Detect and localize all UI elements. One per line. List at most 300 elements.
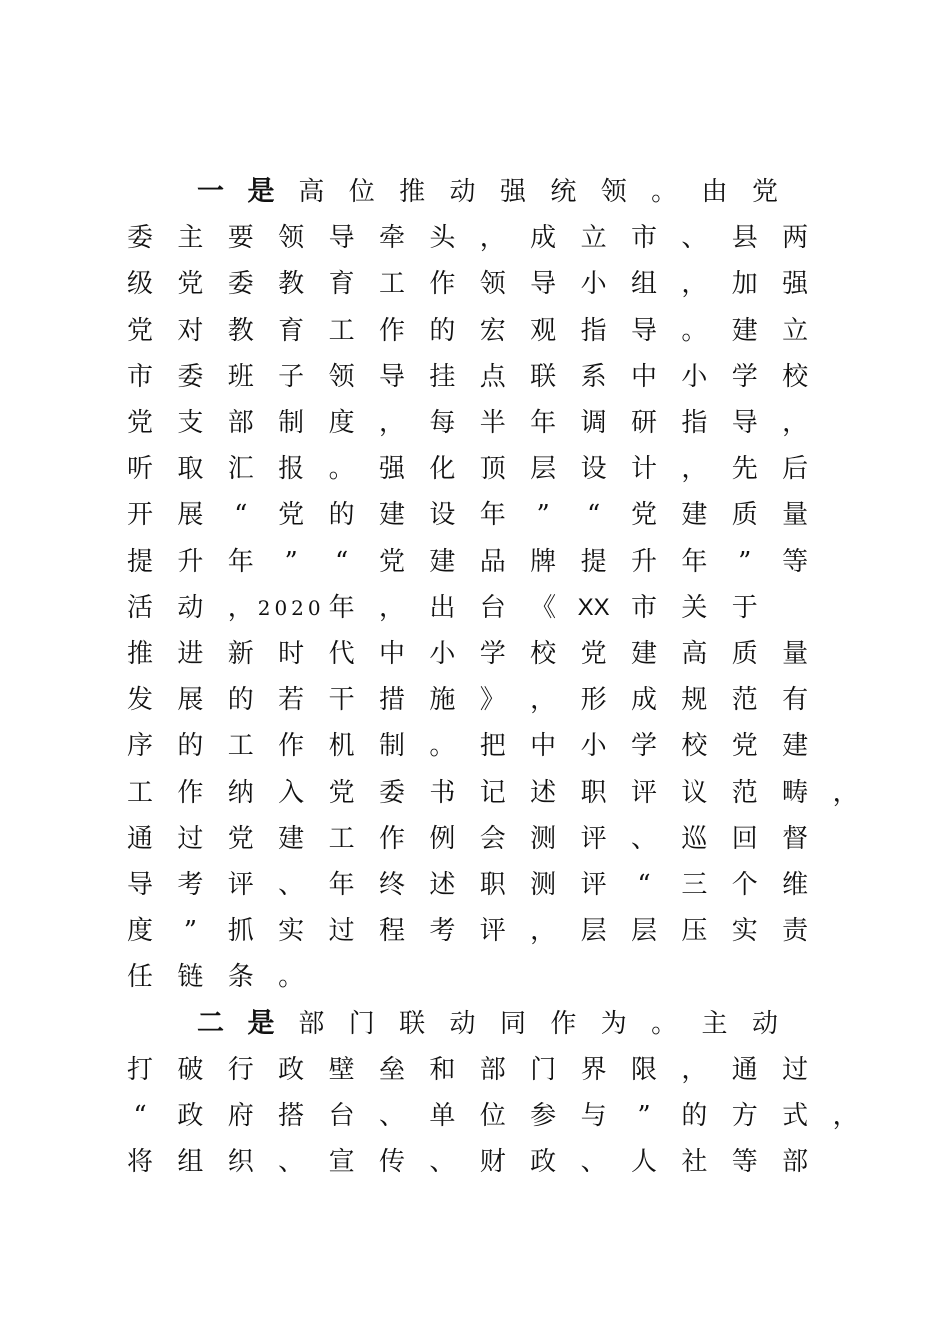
text-glyph: 和 bbox=[429, 1054, 456, 1085]
text-glyph: 任 bbox=[126, 962, 153, 993]
text-glyph: 施 bbox=[429, 685, 456, 716]
text-glyph: 二 bbox=[197, 1007, 225, 1039]
text-glyph: 动 bbox=[449, 177, 476, 207]
text-glyph: 程 bbox=[378, 916, 405, 947]
text-glyph: 部 bbox=[479, 1054, 506, 1085]
text-glyph: 党 bbox=[328, 777, 355, 808]
text-glyph: 部 bbox=[227, 408, 254, 438]
text-glyph: 组 bbox=[630, 269, 657, 300]
text-glyph: 链 bbox=[177, 962, 204, 993]
text-glyph: 导 bbox=[731, 408, 758, 438]
text-line bbox=[0, 684, 950, 730]
text-glyph: 。 bbox=[278, 962, 305, 993]
text-glyph: 干 bbox=[328, 685, 355, 716]
text-glyph: 头 bbox=[429, 223, 456, 254]
text-glyph: 、 bbox=[580, 1147, 607, 1178]
text-glyph: 系 bbox=[580, 361, 607, 392]
text-glyph: 党 bbox=[580, 639, 607, 669]
text-glyph: 同 bbox=[499, 1008, 526, 1039]
text-glyph: 中 bbox=[530, 731, 557, 762]
text-glyph: 。 bbox=[651, 1008, 678, 1039]
text-line bbox=[0, 961, 950, 1007]
text-glyph: 通 bbox=[126, 823, 153, 854]
text-glyph: 由 bbox=[701, 177, 728, 207]
text-glyph: 学 bbox=[731, 361, 758, 392]
text-glyph: 量 bbox=[782, 639, 809, 669]
text-glyph: 建 bbox=[681, 500, 708, 531]
text-glyph: 指 bbox=[681, 408, 708, 438]
text-glyph: “ bbox=[586, 500, 601, 531]
text-glyph: 市 bbox=[126, 361, 153, 392]
text-glyph: 党 bbox=[126, 408, 153, 438]
text-glyph: 领 bbox=[479, 269, 506, 300]
text-glyph: 质 bbox=[731, 639, 758, 669]
text-glyph: 将 bbox=[126, 1147, 153, 1178]
text-line bbox=[0, 407, 950, 453]
text-glyph: 部 bbox=[298, 1008, 325, 1039]
text-glyph: 作 bbox=[429, 269, 456, 300]
text-glyph: 加 bbox=[731, 269, 758, 300]
text-glyph: 评 bbox=[580, 823, 607, 854]
text-glyph: 政 bbox=[177, 1101, 204, 1131]
text-glyph: 党 bbox=[630, 500, 657, 531]
text-glyph: 垒 bbox=[378, 1054, 405, 1085]
text-glyph: ， bbox=[530, 916, 557, 947]
text-glyph: 立 bbox=[782, 315, 809, 346]
text-line bbox=[0, 315, 950, 361]
text-line bbox=[0, 1008, 950, 1054]
text-glyph: 壁 bbox=[328, 1054, 355, 1085]
text-glyph: 化 bbox=[429, 454, 456, 485]
text-glyph: ， bbox=[832, 777, 859, 808]
text-glyph: 先 bbox=[731, 454, 758, 485]
text-glyph: 委 bbox=[227, 269, 254, 300]
text-glyph: 领 bbox=[278, 223, 305, 254]
text-glyph: 班 bbox=[227, 361, 254, 392]
text-glyph: ， bbox=[227, 592, 254, 623]
text-glyph: 建 bbox=[378, 500, 405, 531]
text-glyph: 立 bbox=[580, 223, 607, 254]
text-glyph: 职 bbox=[580, 777, 607, 808]
text-glyph: ， bbox=[530, 685, 557, 716]
text-glyph: 若 bbox=[278, 685, 305, 716]
text-glyph: 职 bbox=[479, 870, 506, 900]
text-glyph: 、 bbox=[429, 1147, 456, 1178]
text-glyph: 台 bbox=[328, 1101, 355, 1131]
text-glyph: 每 bbox=[429, 408, 456, 438]
text-line bbox=[0, 222, 950, 268]
text-glyph: 终 bbox=[378, 870, 405, 900]
text-glyph: 级 bbox=[126, 269, 153, 300]
text-glyph: 挂 bbox=[429, 361, 456, 392]
text-glyph: 》 bbox=[479, 685, 506, 716]
text-glyph: 个 bbox=[731, 870, 758, 900]
text-glyph: 搭 bbox=[278, 1101, 305, 1131]
text-glyph: 的 bbox=[681, 1101, 708, 1131]
text-glyph: 动 bbox=[449, 1008, 476, 1039]
text-glyph: 范 bbox=[731, 777, 758, 808]
text-glyph: ” bbox=[536, 500, 550, 531]
text-line bbox=[0, 730, 950, 776]
text-glyph: 年 bbox=[328, 592, 355, 623]
text-glyph: 的 bbox=[328, 500, 355, 531]
text-glyph: 汇 bbox=[227, 454, 254, 485]
text-glyph: 限 bbox=[630, 1054, 657, 1085]
text-glyph: 例 bbox=[429, 823, 456, 854]
text-glyph: 抓 bbox=[227, 916, 254, 947]
text-glyph: 书 bbox=[429, 777, 456, 808]
text-glyph: 织 bbox=[227, 1147, 254, 1178]
text-glyph: 序 bbox=[126, 731, 153, 762]
text-glyph: 建 bbox=[278, 823, 305, 854]
text-glyph: 督 bbox=[782, 823, 809, 854]
text-line bbox=[0, 823, 950, 869]
text-glyph: 市 bbox=[630, 223, 657, 254]
text-glyph: 测 bbox=[530, 870, 557, 900]
text-glyph: 参 bbox=[530, 1101, 557, 1131]
text-glyph: 是 bbox=[247, 176, 275, 207]
text-glyph: 评 bbox=[227, 870, 254, 900]
text-glyph: 年 bbox=[530, 408, 557, 438]
text-glyph: 实 bbox=[278, 916, 305, 947]
text-glyph: 建 bbox=[429, 546, 456, 577]
text-glyph: 通 bbox=[731, 1054, 758, 1085]
text-glyph: 党 bbox=[227, 823, 254, 854]
text-glyph: 机 bbox=[328, 731, 355, 762]
text-glyph: 动 bbox=[751, 1008, 778, 1039]
text-glyph: 年 bbox=[227, 546, 254, 577]
text-glyph: 。 bbox=[429, 731, 456, 762]
text-glyph: 主 bbox=[177, 223, 204, 254]
text-glyph: 府 bbox=[227, 1101, 254, 1131]
text-glyph: 新 bbox=[227, 639, 254, 669]
text-glyph: 导 bbox=[378, 361, 405, 392]
text-glyph: 量 bbox=[782, 500, 809, 531]
text-glyph: 与 bbox=[580, 1101, 607, 1131]
text-glyph: 计 bbox=[630, 454, 657, 485]
text-glyph: 议 bbox=[681, 777, 708, 808]
text-glyph: 、 bbox=[278, 1147, 305, 1178]
text-glyph: 畴 bbox=[782, 777, 809, 808]
text-glyph: 听 bbox=[126, 454, 153, 485]
text-line bbox=[0, 546, 950, 592]
text-glyph: 门 bbox=[530, 1054, 557, 1085]
text-glyph: 度 bbox=[328, 408, 355, 438]
text-glyph: 三 bbox=[681, 870, 708, 900]
text-glyph: 门 bbox=[348, 1008, 375, 1039]
text-glyph: 代 bbox=[328, 639, 355, 669]
text-glyph: 育 bbox=[278, 315, 305, 346]
text-glyph: 建 bbox=[782, 731, 809, 762]
text-glyph: 推 bbox=[126, 639, 153, 669]
text-line bbox=[0, 361, 950, 407]
text-glyph: 有 bbox=[782, 685, 809, 716]
text-glyph: 层 bbox=[580, 916, 607, 947]
text-glyph: 记 bbox=[479, 777, 506, 808]
text-glyph: 点 bbox=[479, 361, 506, 392]
text-glyph: 的 bbox=[429, 315, 456, 346]
text-glyph: 出 bbox=[429, 592, 456, 623]
text-glyph: 范 bbox=[731, 685, 758, 716]
text-glyph: 为 bbox=[600, 1008, 627, 1039]
text-glyph: 动 bbox=[177, 592, 204, 623]
text-glyph: 建 bbox=[731, 315, 758, 346]
text-glyph: 《 bbox=[530, 592, 557, 623]
text-glyph: 时 bbox=[278, 639, 305, 669]
text-glyph: 委 bbox=[126, 223, 153, 254]
text-glyph: 度 bbox=[126, 916, 153, 947]
text-glyph: 党 bbox=[177, 269, 204, 300]
text-glyph: 等 bbox=[782, 546, 809, 577]
text-glyph: 提 bbox=[126, 546, 153, 577]
text-glyph: 提 bbox=[580, 546, 607, 577]
text-glyph: 学 bbox=[479, 639, 506, 669]
text-glyph: 党 bbox=[731, 731, 758, 762]
text-glyph: 过 bbox=[782, 1054, 809, 1085]
text-glyph: 是 bbox=[247, 1007, 275, 1039]
text-glyph: 党 bbox=[126, 315, 153, 346]
text-glyph: 一 bbox=[197, 176, 225, 207]
text-glyph: 作 bbox=[378, 823, 405, 854]
text-glyph: 校 bbox=[782, 361, 809, 392]
text-glyph: 宏 bbox=[479, 315, 506, 346]
text-glyph: 牌 bbox=[530, 546, 557, 577]
text-glyph: 高 bbox=[681, 639, 708, 669]
text-glyph: ， bbox=[479, 223, 506, 254]
text-glyph: 责 bbox=[782, 916, 809, 947]
text-glyph: 牵 bbox=[378, 223, 405, 254]
text-glyph: 考 bbox=[177, 870, 204, 900]
text-glyph: 作 bbox=[378, 315, 405, 346]
text-glyph: 的 bbox=[227, 685, 254, 716]
text-glyph: 县 bbox=[731, 223, 758, 254]
text-glyph: 导 bbox=[530, 269, 557, 300]
text-glyph: 委 bbox=[177, 361, 204, 392]
text-glyph: 关 bbox=[681, 592, 708, 623]
text-glyph: 、 bbox=[630, 823, 657, 854]
text-glyph: 财 bbox=[479, 1147, 506, 1178]
text-glyph: 方 bbox=[731, 1101, 758, 1131]
text-glyph: 压 bbox=[681, 916, 708, 947]
text-glyph: 位 bbox=[348, 177, 375, 207]
text-glyph: 过 bbox=[328, 916, 355, 947]
text-glyph: 半 bbox=[479, 408, 506, 438]
text-glyph: 取 bbox=[177, 454, 204, 485]
text-glyph: 导 bbox=[126, 870, 153, 900]
text-glyph: 层 bbox=[530, 454, 557, 485]
text-glyph: 工 bbox=[227, 731, 254, 762]
text-glyph: 入 bbox=[278, 777, 305, 808]
text-line bbox=[0, 1054, 950, 1100]
text-line bbox=[0, 1146, 950, 1192]
text-glyph: 制 bbox=[378, 731, 405, 762]
text-glyph: 过 bbox=[177, 823, 204, 854]
text-glyph: 导 bbox=[328, 223, 355, 254]
text-glyph: 成 bbox=[530, 223, 557, 254]
text-glyph: 小 bbox=[580, 269, 607, 300]
text-glyph: 导 bbox=[630, 315, 657, 346]
text-glyph: 破 bbox=[177, 1054, 204, 1085]
text-glyph: 教 bbox=[278, 269, 305, 300]
text-line bbox=[0, 915, 950, 961]
text-glyph: 。 bbox=[651, 177, 678, 207]
text-glyph: 指 bbox=[580, 315, 607, 346]
text-glyph: 对 bbox=[177, 315, 204, 346]
text-glyph: 建 bbox=[630, 639, 657, 669]
text-glyph: ， bbox=[378, 592, 405, 623]
text-glyph: 回 bbox=[731, 823, 758, 854]
text-glyph: 发 bbox=[126, 685, 153, 716]
text-glyph: ， bbox=[832, 1101, 859, 1131]
text-glyph: ” bbox=[738, 546, 752, 577]
text-glyph: 2020 bbox=[257, 595, 325, 620]
text-glyph: 进 bbox=[177, 639, 204, 669]
text-glyph: 的 bbox=[177, 731, 204, 762]
text-glyph: 述 bbox=[429, 870, 456, 900]
text-glyph: 支 bbox=[177, 408, 204, 438]
text-glyph: 党 bbox=[278, 500, 305, 531]
text-glyph: 考 bbox=[429, 916, 456, 947]
text-line bbox=[0, 453, 950, 499]
text-glyph: 条 bbox=[227, 962, 254, 993]
text-glyph: 中 bbox=[630, 361, 657, 392]
text-glyph: 层 bbox=[630, 916, 657, 947]
text-glyph: 联 bbox=[399, 1008, 426, 1039]
text-glyph: 市 bbox=[630, 592, 657, 623]
text-glyph: 纳 bbox=[227, 777, 254, 808]
text-glyph: ” bbox=[183, 916, 198, 947]
text-glyph: 措 bbox=[378, 685, 405, 716]
text-glyph: 小 bbox=[429, 639, 456, 669]
text-glyph: 、 bbox=[278, 870, 305, 900]
text-glyph: 升 bbox=[630, 546, 657, 577]
text-glyph: 报 bbox=[278, 454, 305, 485]
text-line bbox=[0, 638, 950, 684]
text-glyph: 设 bbox=[429, 500, 456, 531]
text-glyph: ” bbox=[284, 546, 298, 577]
text-glyph: 把 bbox=[479, 731, 506, 762]
text-glyph: 要 bbox=[227, 223, 254, 254]
text-glyph: 研 bbox=[630, 408, 657, 438]
text-glyph: 学 bbox=[630, 731, 657, 762]
text-glyph: ” bbox=[637, 1101, 651, 1131]
text-glyph: 主 bbox=[701, 1008, 728, 1039]
text-glyph: 述 bbox=[530, 777, 557, 808]
text-glyph: 宣 bbox=[328, 1147, 355, 1178]
text-glyph: 传 bbox=[378, 1147, 405, 1178]
text-glyph: 工 bbox=[328, 823, 355, 854]
text-glyph: 。 bbox=[681, 315, 708, 346]
text-glyph: 工 bbox=[378, 269, 405, 300]
text-glyph: 维 bbox=[782, 870, 809, 900]
text-line bbox=[0, 1100, 950, 1146]
text-glyph: 委 bbox=[378, 777, 405, 808]
text-glyph: 子 bbox=[278, 361, 305, 392]
text-glyph: 部 bbox=[782, 1147, 809, 1178]
text-glyph: 小 bbox=[580, 731, 607, 762]
text-glyph: XX bbox=[577, 593, 610, 621]
text-glyph: “ bbox=[637, 870, 651, 900]
text-glyph: 调 bbox=[580, 408, 607, 438]
text-glyph: 台 bbox=[479, 592, 506, 623]
text-glyph: 单 bbox=[429, 1101, 456, 1131]
text-glyph: 作 bbox=[177, 777, 204, 808]
text-glyph: 组 bbox=[177, 1147, 204, 1178]
text-glyph: 年 bbox=[479, 500, 506, 531]
text-glyph: “ bbox=[234, 500, 248, 531]
text-glyph: 社 bbox=[681, 1147, 708, 1178]
text-glyph: 政 bbox=[530, 1147, 557, 1178]
text-glyph: ， bbox=[681, 1054, 708, 1085]
text-glyph: 领 bbox=[328, 361, 355, 392]
text-glyph: 两 bbox=[782, 223, 809, 254]
text-line bbox=[0, 592, 950, 638]
text-glyph: 式 bbox=[782, 1101, 809, 1131]
text-glyph: 政 bbox=[278, 1054, 305, 1085]
text-glyph: 作 bbox=[550, 1008, 577, 1039]
text-glyph: 活 bbox=[126, 592, 153, 623]
text-glyph: 强 bbox=[499, 177, 526, 207]
text-glyph: 推 bbox=[399, 177, 426, 207]
text-glyph: 后 bbox=[782, 454, 809, 485]
text-glyph: 位 bbox=[479, 1101, 506, 1131]
text-glyph: 高 bbox=[298, 177, 325, 207]
text-glyph: 打 bbox=[126, 1054, 153, 1085]
text-glyph: 党 bbox=[378, 546, 405, 577]
text-glyph: 中 bbox=[378, 639, 405, 669]
text-glyph: 。 bbox=[328, 454, 355, 485]
text-glyph: 作 bbox=[278, 731, 305, 762]
text-glyph: 品 bbox=[479, 546, 506, 577]
text-glyph: 评 bbox=[479, 916, 506, 947]
text-glyph: ， bbox=[378, 408, 405, 438]
text-glyph: 、 bbox=[681, 223, 708, 254]
text-glyph: 升 bbox=[177, 546, 204, 577]
text-glyph: 展 bbox=[177, 685, 204, 716]
text-glyph: ， bbox=[681, 454, 708, 485]
text-glyph: 强 bbox=[378, 454, 405, 485]
text-glyph: 工 bbox=[328, 315, 355, 346]
text-glyph: 教 bbox=[227, 315, 254, 346]
text-line bbox=[0, 869, 950, 915]
text-glyph: 小 bbox=[681, 361, 708, 392]
text-glyph: “ bbox=[133, 1101, 147, 1131]
text-glyph: 行 bbox=[227, 1054, 254, 1085]
text-glyph: ， bbox=[782, 408, 809, 438]
text-glyph: “ bbox=[334, 546, 349, 577]
text-glyph: 联 bbox=[530, 361, 557, 392]
text-glyph: 规 bbox=[681, 685, 708, 716]
text-glyph: ， bbox=[681, 269, 708, 300]
text-glyph: 观 bbox=[530, 315, 557, 346]
text-glyph: 校 bbox=[681, 731, 708, 762]
text-glyph: 校 bbox=[530, 639, 557, 669]
text-glyph: 会 bbox=[479, 823, 506, 854]
text-line bbox=[0, 777, 950, 823]
text-glyph: 测 bbox=[530, 823, 557, 854]
text-glyph: 开 bbox=[126, 500, 153, 531]
text-glyph: 人 bbox=[630, 1147, 657, 1178]
text-glyph: 制 bbox=[278, 408, 305, 438]
text-glyph: 统 bbox=[550, 177, 577, 207]
text-glyph: 于 bbox=[731, 592, 758, 623]
text-glyph: 设 bbox=[580, 454, 607, 485]
text-glyph: 巡 bbox=[681, 823, 708, 854]
text-glyph: 年 bbox=[681, 546, 708, 577]
text-glyph: 质 bbox=[731, 500, 758, 531]
text-line bbox=[0, 176, 950, 222]
text-glyph: 等 bbox=[731, 1147, 758, 1178]
